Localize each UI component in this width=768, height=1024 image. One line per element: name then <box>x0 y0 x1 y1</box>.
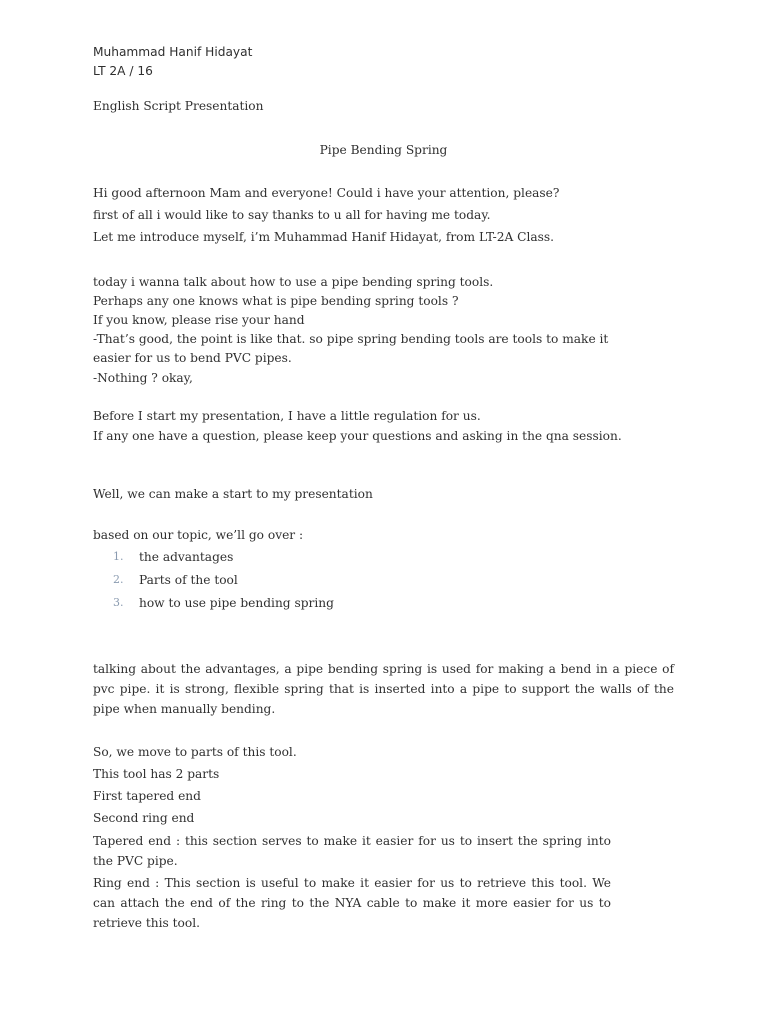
document-label: English Script Presentation <box>93 99 264 113</box>
author-name: Muhammad Hanif Hidayat <box>93 45 253 59</box>
list-text: the advantages <box>139 550 234 564</box>
intro-line-1: Hi good afternoon Mam and everyone! Could i have your attention, please? <box>93 186 560 200</box>
regulation-line: Before I start my presentation, I have a little regulation for us. <box>93 409 481 423</box>
parts-line-3: First tapered end <box>93 789 201 803</box>
intro-line-3: Let me introduce myself, i’m Muhammad Hanif Hidayat, from LT-2A Class. <box>93 230 555 244</box>
topic-line-5: easier for us to bend PVC pipes. <box>93 351 292 365</box>
list-number: 1. <box>113 550 124 563</box>
class-code: LT 2A / 16 <box>93 64 153 78</box>
topic-line-4: -That’s good, the point is like that. so pipe spring bending tools are tools to make it <box>93 332 609 346</box>
advantages-paragraph: talking about the advantages, a pipe bending spring is used for making a bend in a piece of pvc pipe. it is strong, flexible spring that is inserted into a pipe to support the walls of the pipe when manually bending. <box>93 662 674 716</box>
topic-line-1: today i wanna talk about how to use a pipe bending spring tools. <box>93 275 494 289</box>
list-text: Parts of the tool <box>139 573 238 587</box>
topic-line-6: -Nothing ? okay, <box>93 371 193 385</box>
parts-line-2: This tool has 2 parts <box>93 767 220 781</box>
ring-end-paragraph: Ring end : This section is useful to make it easier for us to retrieve this tool. We can attach the end of the ring to the NYA cable to make it more easier for us to retrieve this tool. <box>93 876 611 930</box>
topic-line-3: If you know, please rise your hand <box>93 313 305 327</box>
parts-line-1: So, we move to parts of this tool. <box>93 745 297 759</box>
list-number: 3. <box>113 596 124 609</box>
topic-line-2: Perhaps any one knows what is pipe bending spring tools ? <box>93 294 459 308</box>
regulation-paragraph: If any one have a question, please keep your questions and asking in the qna session. <box>93 429 622 443</box>
parts-line-4: Second ring end <box>93 811 195 825</box>
intro-line-2: first of all i would like to say thanks to u all for having me today. <box>93 208 491 222</box>
tapered-end-paragraph: Tapered end : this section serves to make it easier for us to insert the spring into the PVC pipe. <box>93 834 611 868</box>
start-line: Well, we can make a start to my presentation <box>93 487 373 501</box>
list-text: how to use pipe bending spring <box>139 596 334 610</box>
list-number: 2. <box>113 573 124 586</box>
overview-intro: based on our topic, we’ll go over : <box>93 528 304 542</box>
document-title: Pipe Bending Spring <box>319 143 448 157</box>
